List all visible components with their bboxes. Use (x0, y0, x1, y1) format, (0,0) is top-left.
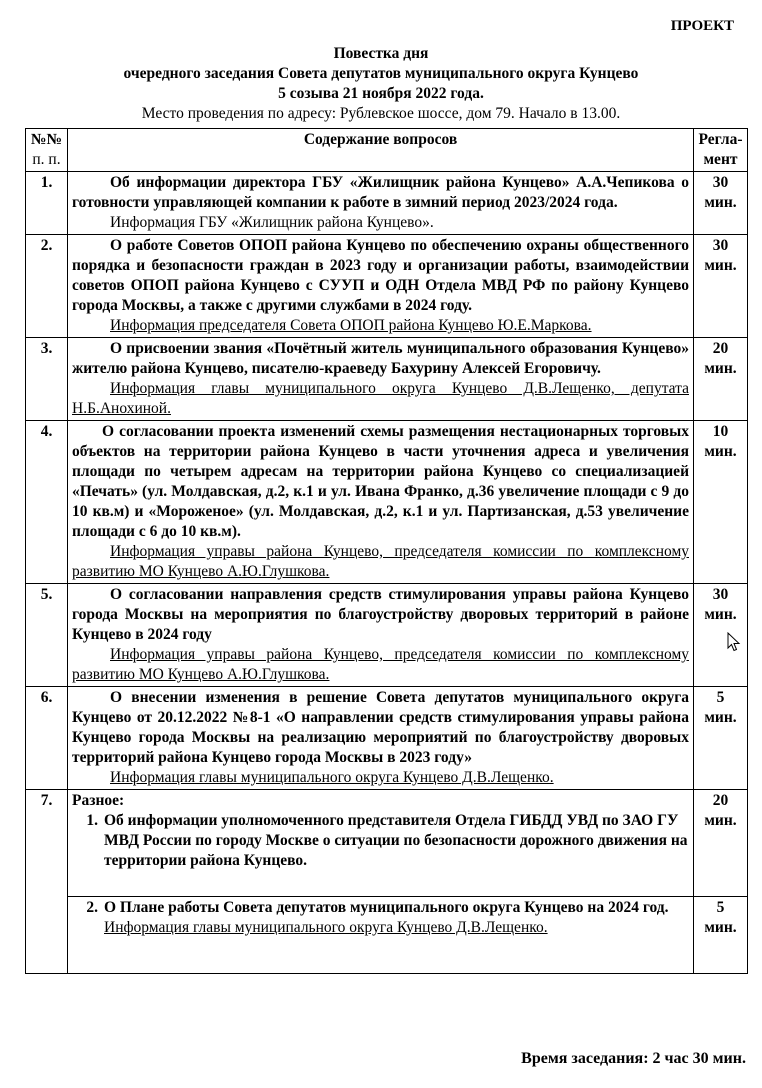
reg-value: 5 (716, 899, 725, 916)
col-reg-header (694, 129, 748, 172)
subitem-text: О Плане работы Совета депутатов муниципального округа Кунцево на 2024 год. (104, 899, 669, 916)
table-row (26, 584, 748, 687)
col-num-header (26, 129, 68, 172)
item-info: Информация председателя Совета ОПОП района Кунцево Ю.Е.Маркова. (110, 317, 592, 334)
item-reglament (694, 338, 748, 421)
col-num-sublabel: п. п. (32, 151, 61, 168)
meeting-duration: Время заседания: 2 час 30 мин. (521, 1050, 746, 1067)
header-place: Место проведения по адресу: Рублевское шоссе, дом 79. Начало в 13.00. (141, 105, 621, 122)
item-number: 4. (26, 421, 68, 584)
reg-unit: мин. (704, 360, 737, 377)
item-number: 6. (26, 687, 68, 790)
table-row (26, 790, 748, 897)
reg-value: 20 (712, 792, 729, 809)
reg-unit: мин. (704, 812, 737, 829)
item-reglament (694, 687, 748, 790)
item-reglament (694, 790, 748, 897)
item-content (68, 235, 694, 338)
item-content (68, 687, 694, 790)
item-question: О присвоении звания «Почётный житель муниципального образования Кунцево» жителю района Кунцево, писателю-краеведу Бахурину Алексей Егоровичу. (72, 340, 689, 377)
reg-unit: мин. (704, 257, 737, 274)
header-meeting: очередного заседания Совета депутатов муниципального округа Кунцево (123, 65, 639, 82)
item-content (68, 172, 694, 235)
reg-value: 20 (712, 340, 729, 357)
item-info: Информация управы района Кунцево, председателя комиссии по комплексному развитию МО Кунцево А.Ю.Глушкова. (72, 543, 689, 580)
item-content (68, 584, 694, 687)
reg-value: 30 (712, 237, 729, 254)
item-number: 5. (26, 584, 68, 687)
reg-unit: мин. (704, 709, 737, 726)
col-reg-label-1: Регла- (698, 131, 743, 148)
item-reglament (694, 172, 748, 235)
item-number: 3. (26, 338, 68, 421)
table-header-row (26, 129, 748, 172)
subitem-info: Информация главы муниципального округа Кунцево Д.В.Лещенко. (104, 919, 548, 936)
project-label: ПРОЕКТ (670, 18, 734, 34)
item-question: Об информации директора ГБУ «Жилищник района Кунцево» А.А.Чепикова о готовности управляющей компании к работе в зимний период 2023/2024 года. (72, 174, 689, 211)
item-info: Информация ГБУ «Жилищник района Кунцево». (110, 214, 434, 231)
item-question: О работе Советов ОПОП района Кунцево по обеспечению охраны общественного порядка и безопасности граждан в 2023 году и организации работы, взаимодействии советов ОПОП района Кунцево с СУУП и ОДН Отдела МВД РФ по району Кунцево города Москвы, а также с другими службами в 2024 году. (72, 237, 689, 314)
header-title: Повестка дня (333, 45, 429, 62)
reg-value: 30 (712, 174, 729, 191)
item-content (68, 338, 694, 421)
item-reglament (694, 235, 748, 338)
item-reglament (694, 897, 748, 974)
reg-unit: мин. (704, 443, 737, 460)
subitem (72, 898, 689, 918)
col-content-header: Содержание вопросов (68, 129, 694, 172)
table-row (26, 338, 748, 421)
item-content (68, 421, 694, 584)
subitem (72, 811, 689, 871)
item-number: 1. (26, 172, 68, 235)
subitem-number: 2. (86, 899, 98, 916)
subitem-number: 1. (86, 812, 98, 829)
header-date: 5 созыва 21 ноября 2022 года. (278, 85, 484, 102)
reg-value: 30 (712, 586, 729, 603)
item7-title: Разное: (72, 792, 125, 809)
item-reglament (694, 421, 748, 584)
reg-value: 5 (716, 689, 725, 706)
table-row (26, 172, 748, 235)
reg-unit: мин. (704, 194, 737, 211)
table-row (26, 897, 748, 974)
table-row (26, 235, 748, 338)
table-row (26, 421, 748, 584)
col-reg-label-2: мент (703, 151, 738, 168)
item-question: О согласовании проекта изменений схемы размещения нестационарных торговых объектов на территории района Кунцево в части уточнения адреса и увеличения площади по четырем адресам на территории района Кунцево со специализацией «Печать» (ул. Молдавская, д.2, к.1 и ул. Ивана Франко, д.36 увеличение площади с 9 до 10 кв.м) и «Мороженое» (ул. Молдавская, д.2, к.1 и ул. Партизанская, д.53 увеличение площади с 6 до 10 кв.м). (72, 423, 689, 540)
col-num-label: №№ (30, 131, 63, 148)
item-number: 7. (26, 790, 68, 974)
mouse-pointer-icon (727, 632, 741, 652)
reg-unit: мин. (704, 919, 737, 936)
document-header (0, 44, 762, 124)
item-info: Информация главы муниципального округа Кунцево Д.В.Лещенко. (110, 769, 554, 786)
reg-value: 10 (712, 423, 729, 440)
item-number: 2. (26, 235, 68, 338)
agenda-table (25, 128, 748, 974)
reg-unit: мин. (704, 606, 737, 623)
table-row (26, 687, 748, 790)
item-info: Информация главы муниципального округа Кунцево Д.В.Лещенко, депутата Н.Б.Анохиной. (72, 380, 689, 417)
subitem-text: Об информации уполномоченного представителя Отдела ГИБДД УВД по ЗАО ГУ МВД России по городу Москве о ситуации по безопасности дорожного движения на территории района Кунцево. (104, 812, 688, 869)
item-content (68, 897, 694, 974)
item-info: Информация управы района Кунцево, председателя комиссии по комплексному развитию МО Кунцево А.Ю.Глушкова. (72, 646, 689, 683)
item-content (68, 790, 694, 897)
item-question: О внесении изменения в решение Совета депутатов муниципального округа Кунцево от 20.12.2022 №8-1 «О направлении средств стимулирования управы района Кунцево города Москвы на реализацию мероприятий по благоустройству дворовых территорий района Кунцево города Москвы в 2023 году» (72, 689, 689, 766)
item-question: О согласовании направления средств стимулирования управы района Кунцево города Москвы на мероприятия по благоустройству дворовых территорий в районе Кунцево в 2024 году (72, 586, 689, 643)
